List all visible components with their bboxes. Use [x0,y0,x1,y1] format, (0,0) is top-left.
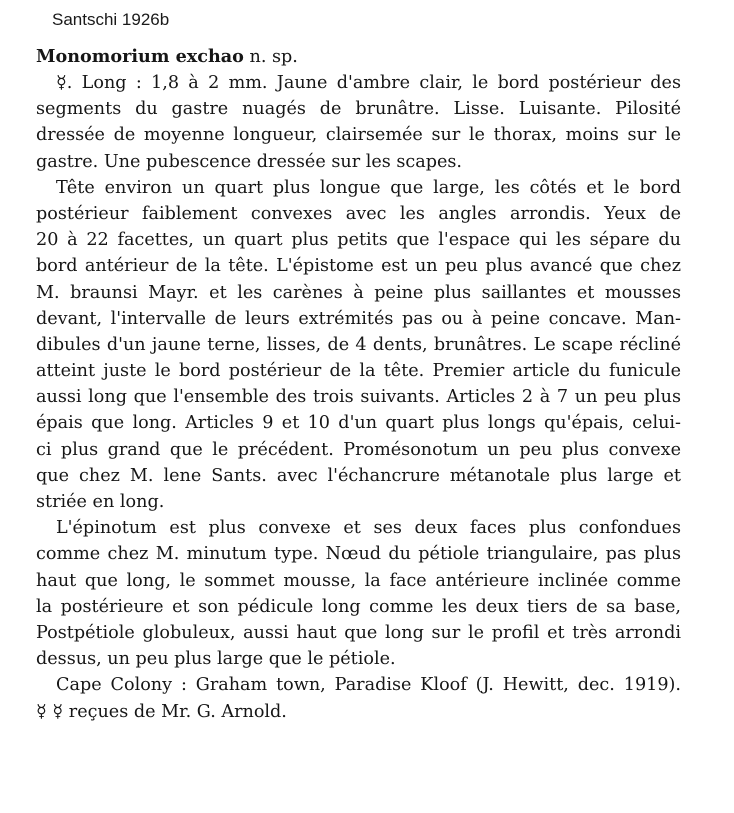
text-line: striée en long. [36,492,165,512]
text-line: ☿ ☿ reçues de Mr. G. Arnold. [36,701,287,722]
text-line: ☿. Long : 1,8 à 2 mm. Jaune d'ambre clair, le bord postérieur des [56,73,681,93]
text-line: haut que long, le sommet mousse, la face antérieure inclinée comme [36,570,681,591]
text-line: aussi long que l'ensemble des trois suivants. Articles 2 à 7 un peu plus [36,387,681,408]
text-line: la postérieure et son pédicule long comme les deux tiers de sa base, [36,596,681,617]
text-line: ci plus grand que le précédent. Promésonotum un peu plus convexe [36,439,681,460]
text-line: Postpétiole globuleux, aussi haut que long sur le profil et très arrondi [36,622,681,643]
paragraph-thorax-description [36,515,681,672]
text-line: Cape Colony : Graham town, Paradise Kloof (J. Hewitt, dec. 1919). [56,675,681,696]
text-line: comme chez M. minutum type. Nœud du pétiole triangulaire, pas plus [36,544,681,565]
text-line: bord antérieur de la tête. L'épistome est un peu plus avancé que chez [36,256,681,277]
text-line: dressée de moyenne longueur, clairsemée sur le thorax, moins sur le [36,125,681,146]
species-status: n. sp. [249,47,298,67]
text-line: segments du gastre nuagés de brunâtre. Lisse. Luisante. Pilosité [36,99,681,120]
text-line: épais que long. Articles 9 et 10 d'un quart plus longs qu'épais, celui- [36,413,681,434]
text-line: dessus, un peu plus large que le pétiole. [36,649,396,670]
species-title [36,44,681,70]
text-line: devant, l'intervalle de leurs extrémités pas ou à peine concave. Man- [36,308,681,329]
text-line: que chez M. lene Sants. avec l'échancrure métanotale plus large et [36,465,681,486]
text-line: L'épinotum est plus convexe et ses deux faces plus confondues [56,518,681,539]
text-line: M. braunsi Mayr. et les carènes à peine plus saillantes et mousses [36,282,681,303]
species-name: Monomorium exchao [36,46,244,67]
species-description [36,44,681,725]
paragraph-worker-description [36,70,681,175]
text-line: postérieur faiblement convexes avec les angles arrondis. Yeux de [36,203,681,224]
text-line: atteint juste le bord postérieur de la tête. Premier article du funicule [36,361,681,382]
source-citation: Santschi 1926b [52,10,170,29]
paragraph-locality [36,672,681,724]
text-line: dibules d'un jaune terne, lisses, de 4 dents, brunâtres. Le scape récliné [36,334,681,355]
text-line: gastre. Une pubescence dressée sur les scapes. [36,151,463,172]
text-line: Tête environ un quart plus longue que large, les côtés et le bord [56,177,681,198]
text-line: 20 à 22 facettes, un quart plus petits que l'espace qui les sépare du [36,230,681,251]
paragraph-head-description [36,175,681,515]
